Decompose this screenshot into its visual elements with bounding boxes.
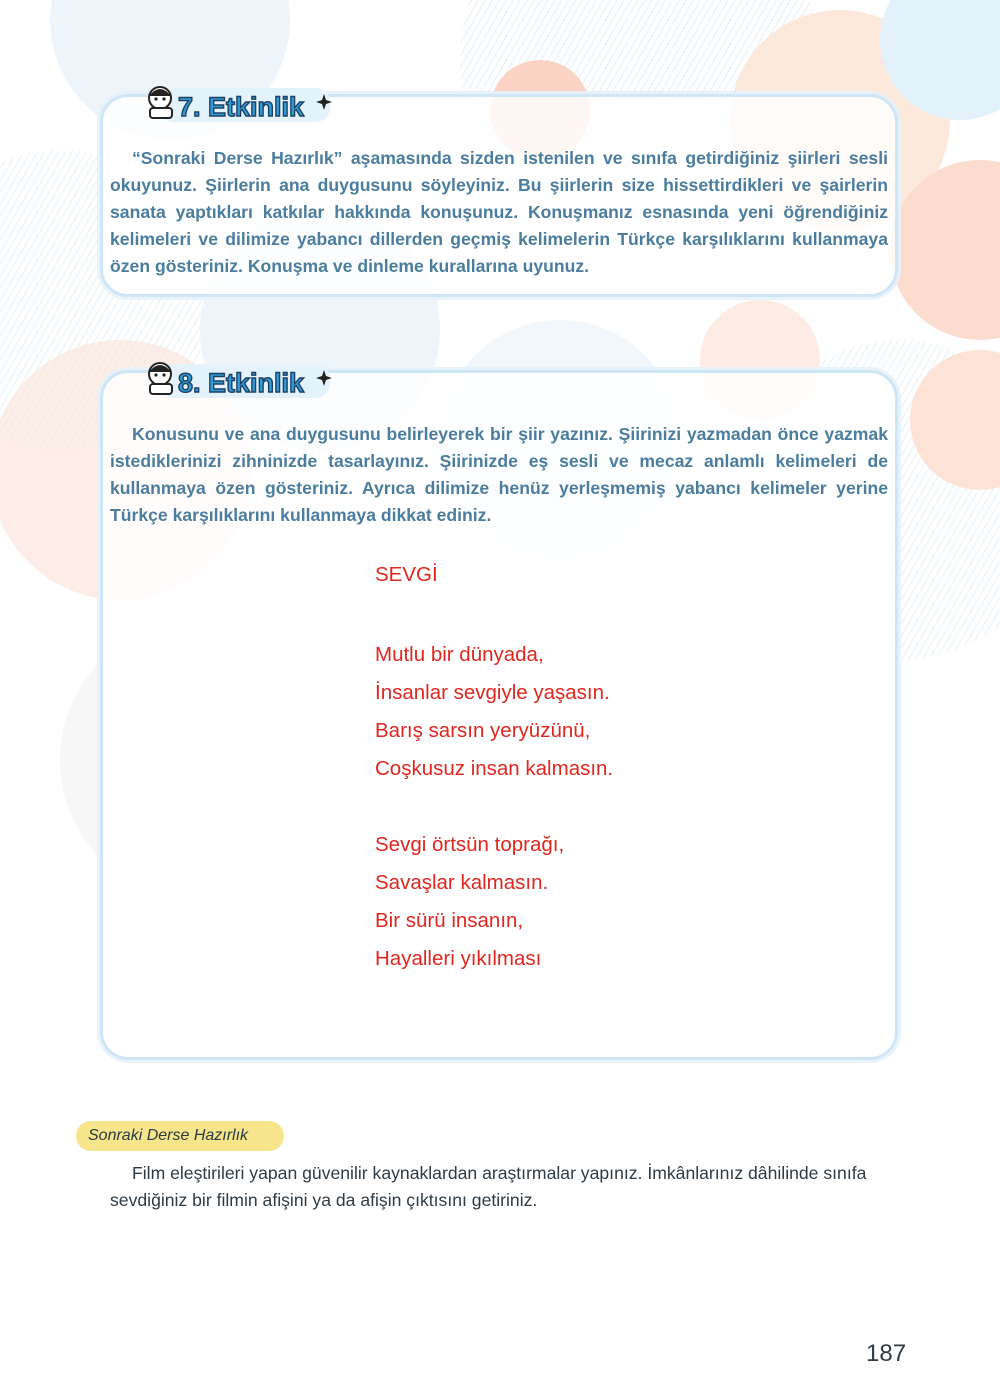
next-lesson-paragraph: Film eleştirileri yapan güvenilir kaynaklardan araştırmalar yapınız. İmkânlarınız dâhilinde sınıfa sevdiğiniz bir filmin afişini ya da afişin çıktısını getiriniz. (110, 1163, 867, 1210)
mascot-icon (149, 363, 172, 394)
poem-line: Hayalleri yıkılması (375, 947, 542, 970)
activity-7-paragraph: “Sonraki Derse Hazırlık” aşamasında sizden istenilen ve sınıfa getirdiğiniz şiirleri sesli okuyunuz. Şiirlerin ana duygusunu söyleyiniz. Bu şiirlerin size hissettirdikleri ve şairlerin sanata yaptıkları katkılar hakkında konuşunuz. Konuşmanız esnasında yeni öğrendiğiniz kelimeleri ve dilimize yabancı dillerden geçmiş kelimelerin Türkçe karşılıklarını kullanmaya özen gösteriniz. Konuşma ve dinleme kurallarına uyunuz. (110, 148, 888, 276)
activity-7-badge (138, 80, 338, 130)
activity-7-text (110, 145, 888, 280)
poem-title: SEVGİ (375, 563, 438, 586)
activity-8-paragraph: Konusunu ve ana duygusunu belirleyerek bir şiir yazınız. Şiirinizi yazmadan önce yazmak istediklerinizi zihninizde tasarlayınız. Şiirinizde eş sesli ve mecaz anlamlı kelimeleri de kullanmaya özen gösteriniz. Ayrıca dilimize henüz yerleşmemiş yabancı kelimeler yerine Türkçe karşılıklarını kullanmaya dikkat ediniz. (110, 424, 888, 525)
poem-line: Coşkusuz insan kalmasın. (375, 757, 614, 780)
next-lesson-label: Sonraki Derse Hazırlık (76, 1121, 284, 1151)
poem-line: Savaşlar kalmasın. (375, 871, 549, 894)
poem-line: Mutlu bir dünyada, (375, 643, 544, 666)
poem-line: Sevgi örtsün toprağı, (375, 833, 565, 856)
page-number: 187 (866, 1340, 907, 1367)
mascot-icon (149, 87, 172, 118)
activity-8-text (110, 421, 888, 529)
poem-line: İnsanlar sevgiyle yaşasın. (375, 681, 610, 704)
poem-line: Bir sürü insanın, (375, 909, 524, 932)
next-lesson-text (110, 1160, 900, 1214)
activity-8-badge (138, 356, 338, 406)
activity-7-badge-label: 7. Etkinlik (178, 92, 305, 122)
activity-8-badge-label: 8. Etkinlik (178, 368, 305, 398)
poem-line: Barış sarsın yeryüzünü, (375, 719, 591, 742)
